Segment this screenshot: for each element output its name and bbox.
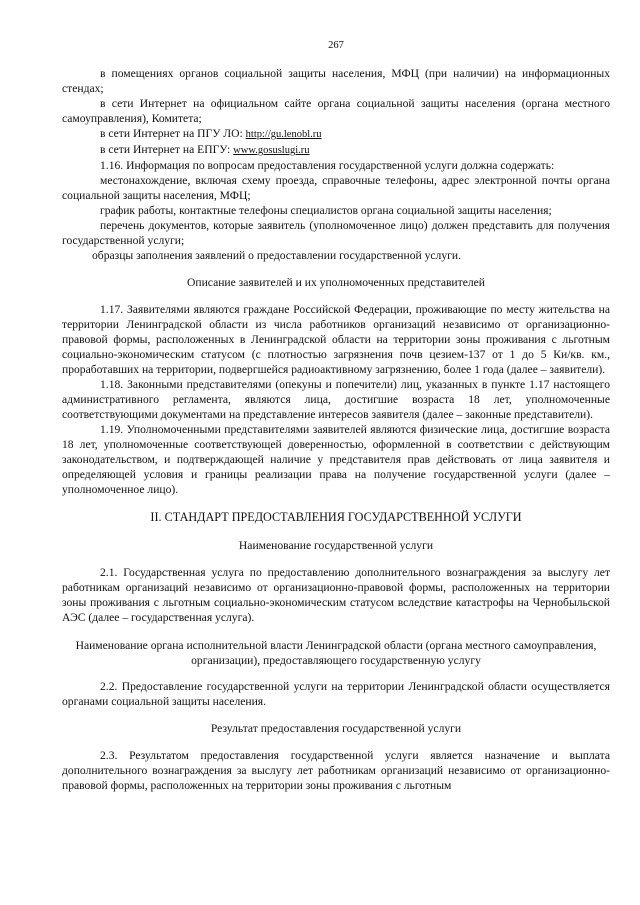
- paragraph-1-18: 1.18. Законными представителями (опекуны и попечители) лиц, указанных в пункте 1.17 настоящего административного регламента, являются лица, достигшие возраста 18 лет, уполномоченные соответствующими документами на представление интересов заявителя (далее – законные представители).: [62, 378, 610, 421]
- paragraph-samples: образцы заполнения заявлений о предоставлении государственной услуги.: [92, 249, 461, 262]
- paragraph-pgu: [62, 126, 610, 142]
- epgu-link[interactable]: www.gosuslugi.ru: [233, 145, 310, 156]
- section-title: II. СТАНДАРТ ПРЕДОСТАВЛЕНИЯ ГОСУДАРСТВЕННОЙ УСЛУГИ: [150, 510, 522, 524]
- paragraph-2-1: 2.1. Государственная услуга по предоставлению дополнительного вознаграждения за выслугу лет работникам организаций независимо от организационно-правовой формы, расположенных на территории зоны проживания с льготным социально-экономическим статусом вследствие катастрофы на Чернобыльской АЭС (далее – государственная услуга).: [62, 566, 610, 624]
- paragraph-epgu: [62, 142, 610, 158]
- paragraph-1-17: 1.17. Заявителями являются граждане Российской Федерации, проживающие по месту жительства на территории Ленинградской области из числа работников организаций независимо от организационно-правовой формы, расположенных в Ленинградской области на территории зоны проживания с льготным социально-экономическим статусом (с плотностью загрязнения почв цезием-137 от 1 до 5 Ки/кв. км., проработавших на территории, подвергшейся радиоактивному загрязнению, более 1 года (далее – заявители).: [62, 303, 610, 376]
- heading-applicants: Описание заявителей и их уполномоченных представителей: [187, 276, 485, 289]
- paragraph-documents: перечень документов, которые заявитель (уполномоченное лицо) должен представить для получения государственной услуги;: [62, 219, 610, 247]
- epgu-label: в сети Интернет на ЕПГУ:: [100, 143, 234, 156]
- heading-organ: Наименование органа исполнительной власти Ленинградской области (органа местного самоуправления, организации), предоставляющего государственную услугу: [75, 639, 597, 667]
- paragraph-info-stands: в помещениях органов социальной защиты населения, МФЦ (при наличии) на информационных стендах;: [62, 67, 610, 95]
- paragraph-2-3: 2.3. Результатом предоставления государственной услуги является назначение и выплата дополнительного вознаграждения за выслугу лет работникам организаций независимо от организационно-правовой формы, расположенных на территории зоны проживания с льготным: [62, 749, 610, 792]
- heading-service-name: Наименование государственной услуги: [238, 539, 434, 552]
- pgu-label: в сети Интернет на ПГУ ЛО:: [100, 127, 246, 140]
- pgu-link[interactable]: http://gu.lenobl.ru: [245, 129, 322, 140]
- page-number: 267: [328, 40, 344, 51]
- paragraph-2-2: 2.2. Предоставление государственной услуги на территории Ленинградской области осуществляется органами социальной защиты населения.: [62, 680, 610, 708]
- paragraph-location: местонахождение, включая схему проезда, справочные телефоны, адрес электронной почты органа социальной защиты населения, МФЦ;: [62, 174, 610, 202]
- paragraph-schedule: график работы, контактные телефоны специалистов органа социальной защиты населения;: [100, 204, 552, 217]
- paragraph-1-16: 1.16. Информация по вопросам предоставления государственной услуги должна содержать:: [100, 159, 555, 172]
- paragraph-official-site: в сети Интернет на официальном сайте органа социальной защиты населения (органа местного самоуправления), Комитета;: [62, 97, 610, 125]
- document-body: [62, 66, 610, 793]
- heading-result: Результат предоставления государственной услуги: [210, 722, 462, 735]
- paragraph-1-19: 1.19. Уполномоченными представителями заявителей являются физические лица, достигшие возраста 18 лет, уполномоченные соответствующей доверенностью, оформленной в соответствии с действующим законодательством, и подтверждающей наличие у представителя прав действовать от лица заявителя и определяющей условия и границы реализации права на получение государственной услуги (далее – уполномоченное лицо).: [62, 423, 610, 496]
